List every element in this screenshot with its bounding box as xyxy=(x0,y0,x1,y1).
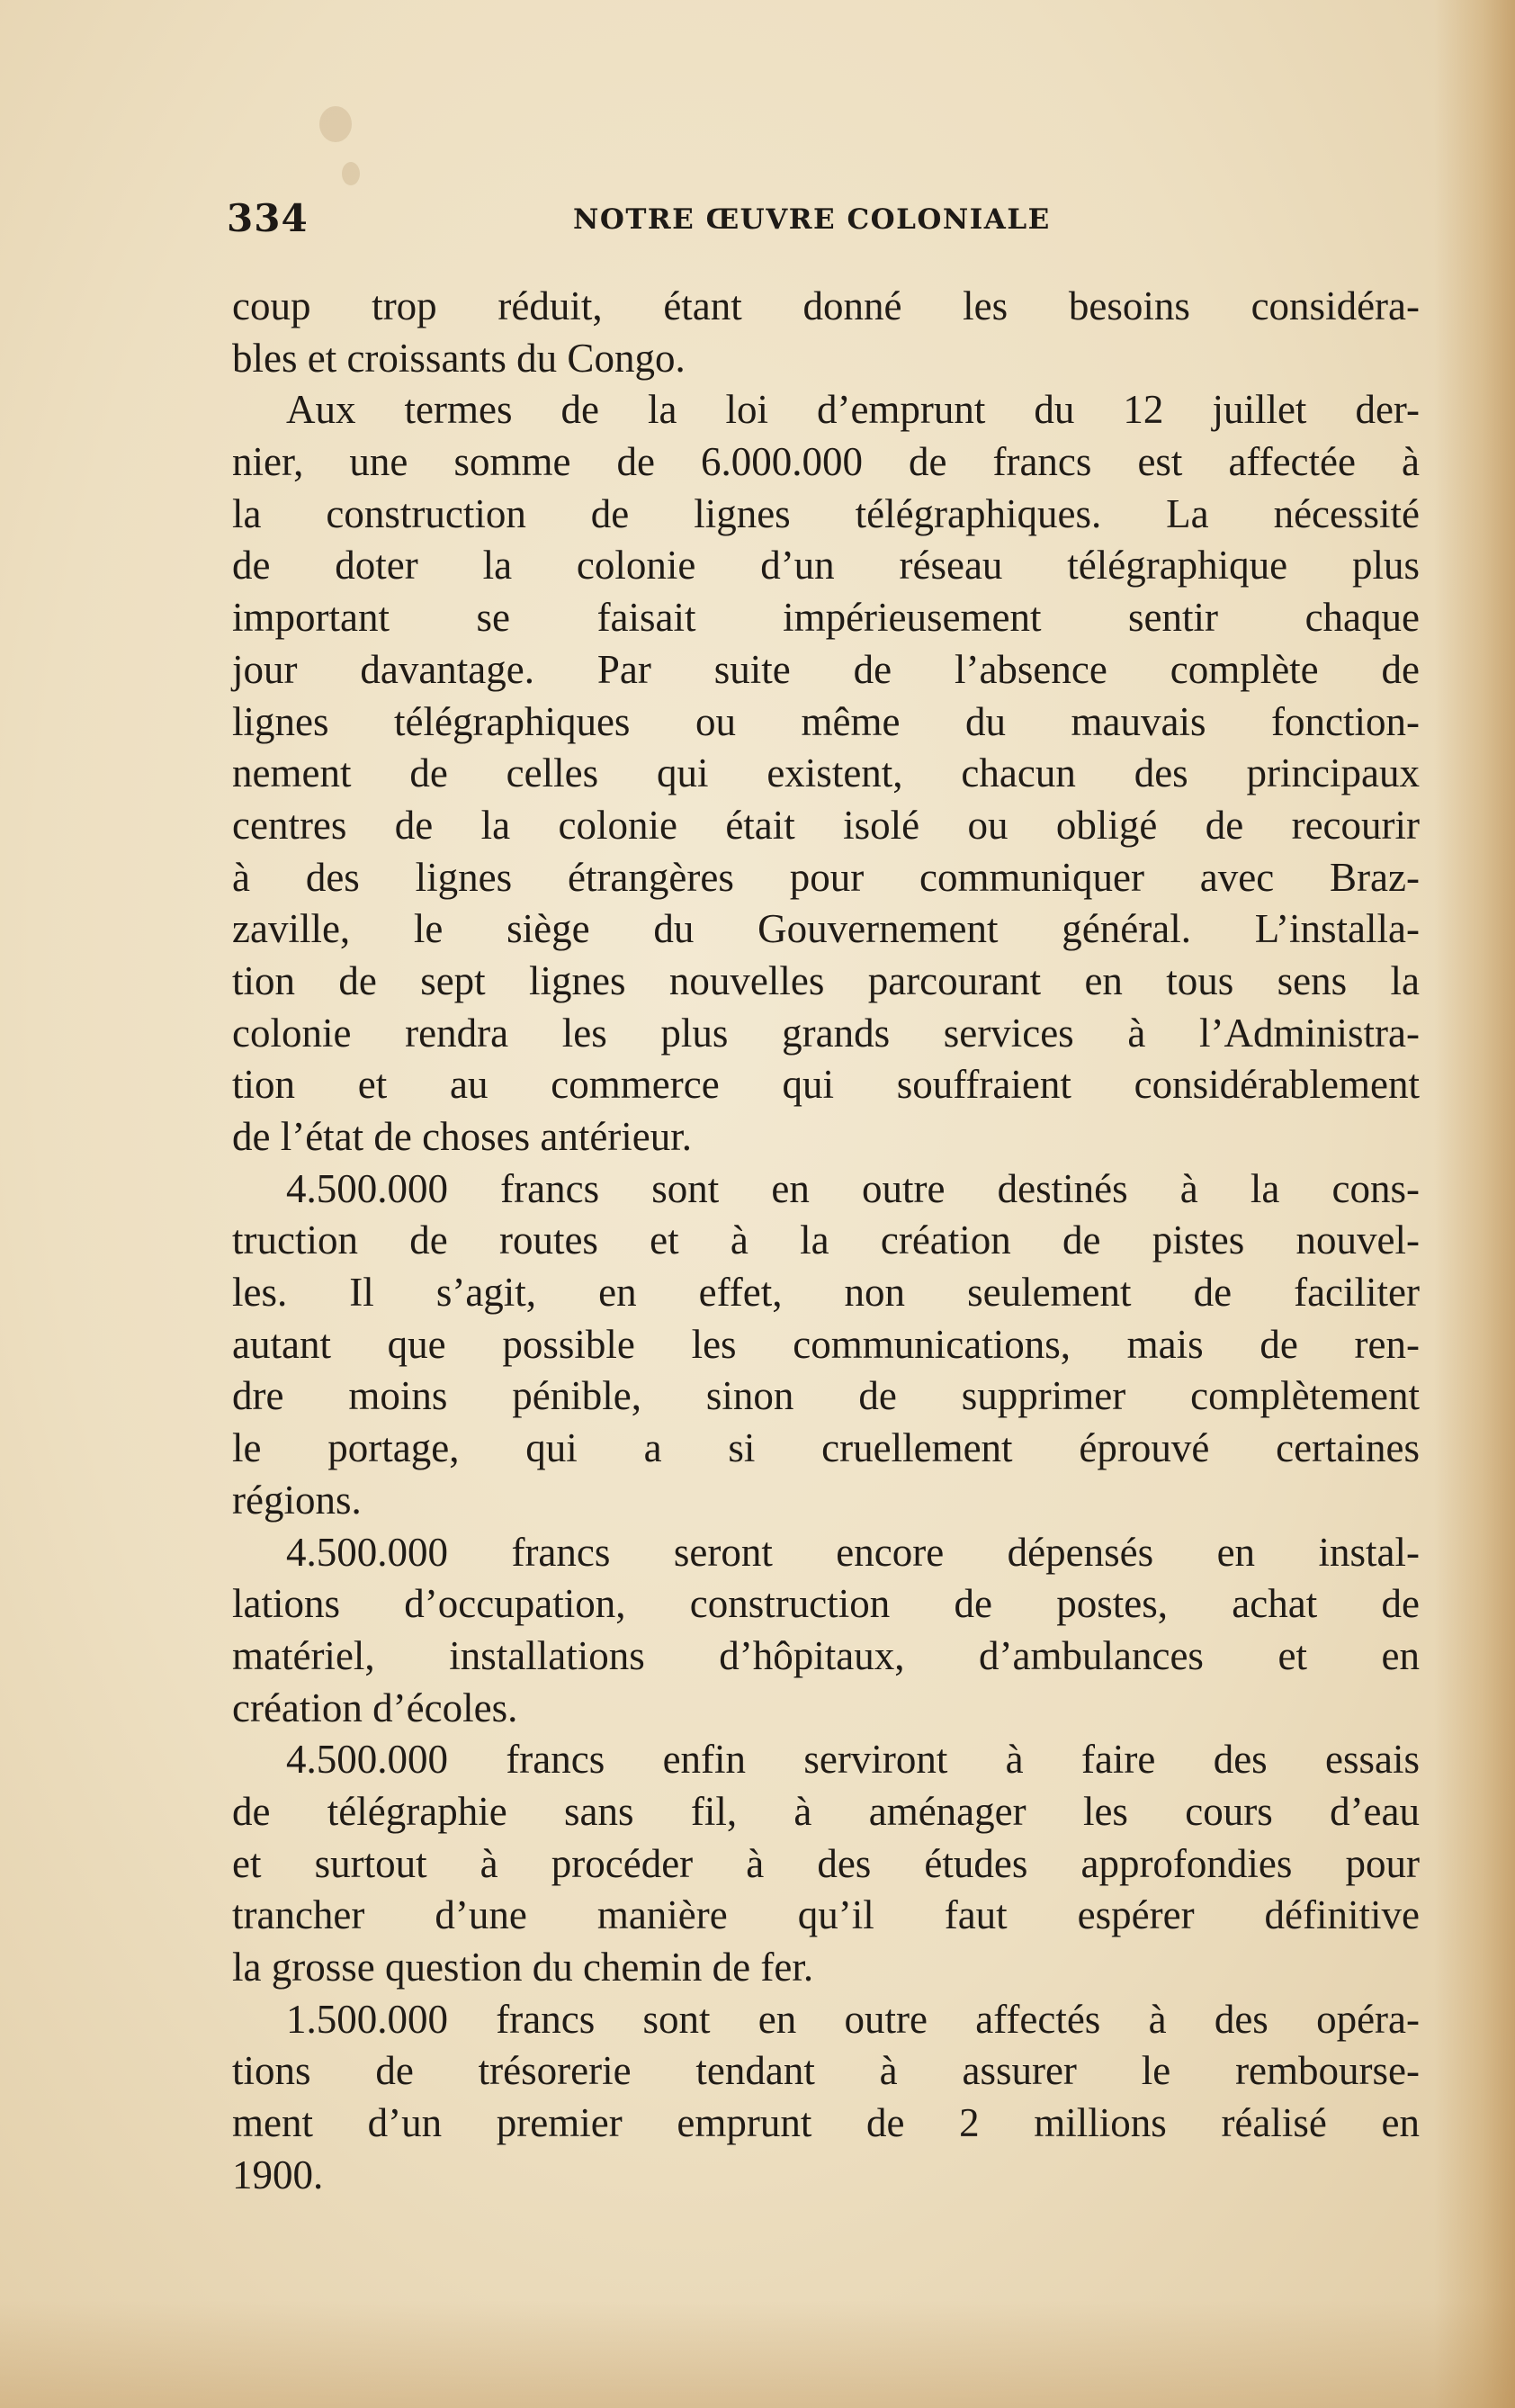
text-line: 4.500.000 francs enfin serviront à faire des essais xyxy=(286,1737,1420,1783)
running-head-title: NOTRE ŒUVRE COLONIALE xyxy=(573,203,1051,236)
text-line: lations d’occupation, construction de postes, achat de xyxy=(232,1581,1420,1627)
text-line: Aux termes de la loi d’emprunt du 12 juillet der- xyxy=(286,387,1420,433)
text-line: 1900. xyxy=(232,2152,324,2197)
page-edge-shadow xyxy=(1434,0,1515,2408)
text-line: tions de trésorerie tendant à assurer le rembourse- xyxy=(232,2048,1420,2094)
text-line: 4.500.000 francs seront encore dépensés en instal- xyxy=(286,1529,1420,1575)
text-line: à des lignes étrangères pour communiquer avec Braz- xyxy=(232,854,1420,900)
text-line: 4.500.000 francs sont en outre destinés à la cons- xyxy=(286,1165,1420,1211)
text-line: la construction de lignes télégraphiques. La nécessité xyxy=(232,490,1420,536)
body-text xyxy=(232,281,1420,2201)
text-line: jour davantage. Par suite de l’absence complète de xyxy=(232,646,1420,692)
text-line: 1.500.000 francs sont en outre affectés à des opéra- xyxy=(286,1996,1420,2042)
text-line: colonie rendra les plus grands services à l’Administra- xyxy=(232,1010,1420,1056)
ink-smudge xyxy=(342,162,360,185)
text-line: création d’écoles. xyxy=(232,1685,518,1730)
page-bottom-shadow xyxy=(0,2300,1515,2408)
text-line: tion de sept lignes nouvelles parcourant en tous sens la xyxy=(232,957,1420,1003)
text-line: ment d’un premier emprunt de 2 millions réalisé en xyxy=(232,2100,1420,2146)
text-line: truction de routes et à la création de pistes nouvel- xyxy=(232,1217,1420,1263)
text-line: bles et croissants du Congo. xyxy=(232,335,686,381)
text-line: lignes télégraphiques ou même du mauvais fonction- xyxy=(232,698,1420,744)
ink-smudge xyxy=(319,106,352,142)
text-line: le portage, qui a si cruellement éprouvé certaines xyxy=(232,1425,1420,1471)
text-line: dre moins pénible, sinon de supprimer complètement xyxy=(232,1373,1420,1419)
text-line: autant que possible les communications, mais de ren- xyxy=(232,1321,1420,1367)
text-line: tion et au commerce qui souffraient considérablement xyxy=(232,1062,1420,1108)
text-line: zaville, le siège du Gouvernement général. L’installa- xyxy=(232,906,1420,952)
text-line: coup trop réduit, étant donné les besoins considéra- xyxy=(232,283,1420,328)
text-line: de l’état de choses antérieur. xyxy=(232,1114,693,1159)
text-line: et surtout à procéder à des études approfondies pour xyxy=(232,1840,1420,1886)
text-line: nement de celles qui existent, chacun des principaux xyxy=(232,750,1420,796)
page-number: 334 xyxy=(227,196,309,240)
text-line: centres de la colonie était isolé ou obligé de recourir xyxy=(232,802,1420,848)
text-line: trancher d’une manière qu’il faut espérer définitive xyxy=(232,1892,1420,1938)
text-line: les. Il s’agit, en effet, non seulement de faciliter xyxy=(232,1270,1420,1316)
text-line: nier, une somme de 6.000.000 de francs est affectée à xyxy=(232,439,1420,485)
text-line: important se faisait impérieusement sentir chaque xyxy=(232,595,1420,641)
text-line: régions. xyxy=(232,1477,362,1523)
text-line: la grosse question du chemin de fer. xyxy=(232,1945,814,1990)
text-line: matériel, installations d’hôpitaux, d’ambulances et en xyxy=(232,1632,1420,1678)
text-line: de télégraphie sans fil, à aménager les cours d’eau xyxy=(232,1788,1420,1834)
running-header xyxy=(227,196,1414,241)
text-line: de doter la colonie d’un réseau télégraphique plus xyxy=(232,543,1420,589)
